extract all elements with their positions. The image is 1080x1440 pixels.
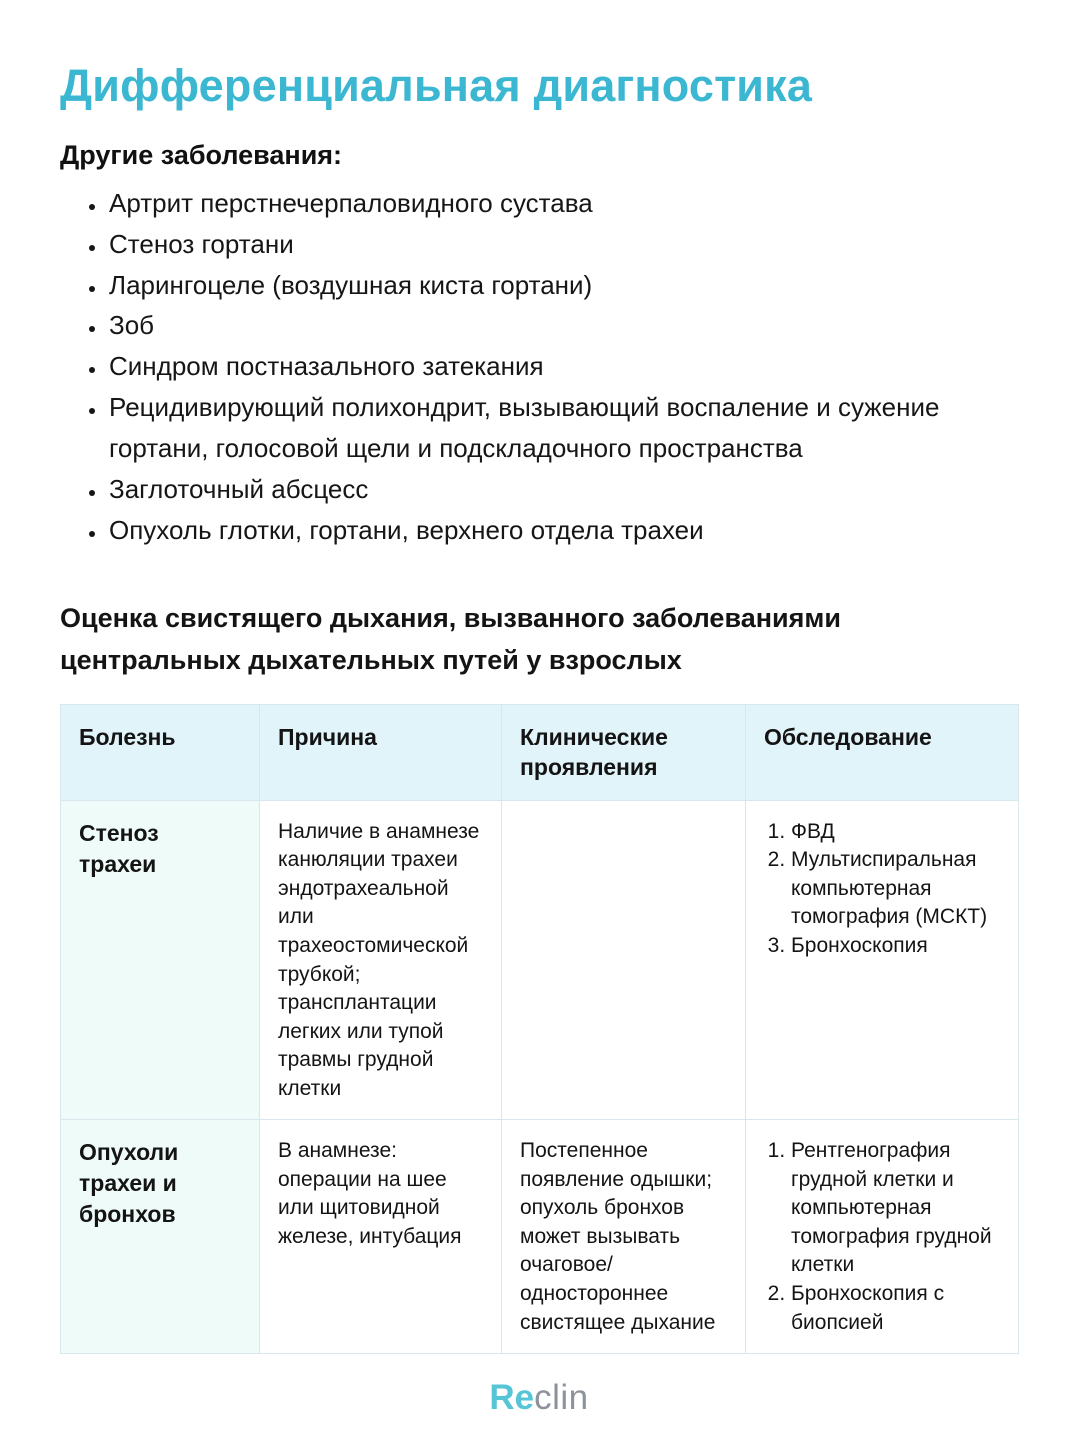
cell-examination: [746, 1120, 1019, 1354]
table-header: [61, 705, 1019, 801]
column-header-manifestations: Клинические проявления: [502, 705, 746, 801]
column-header-cause: Причина: [260, 705, 502, 801]
reclin-logo: [489, 1378, 588, 1417]
other-diseases-list: [60, 183, 1018, 550]
examination-item: 2. Мультиспиральная компьютерная томография (МСКТ): [791, 846, 1000, 932]
cell-manifestations: [502, 800, 746, 1119]
disease-list-item: • Артрит перстнечерпаловидного сустава: [107, 183, 1018, 224]
cell-disease: Опухоли трахеи и бронхов: [61, 1120, 260, 1354]
assessment-table: [60, 704, 1019, 1354]
logo-clin-text: clin: [534, 1378, 589, 1418]
disease-list-item: • Стеноз гортани: [107, 224, 1018, 265]
column-header-examination: Обследование: [746, 705, 1019, 801]
cell-manifestations: Постепенное появление одышки; опухоль бронхов может вызывать очаговое/ одностороннее свистящее дыхание: [502, 1120, 746, 1354]
disease-list-item: • Опухоль глотки, гортани, верхнего отдела трахеи: [107, 510, 1018, 551]
table-row: [61, 800, 1019, 1119]
table-header-row: [61, 705, 1019, 801]
examination-item: 3. Бронхоскопия: [791, 932, 1000, 961]
table-body: [61, 800, 1019, 1353]
column-header-disease: Болезнь: [61, 705, 260, 801]
other-diseases-heading: Другие заболевания:: [60, 140, 343, 170]
disease-list-item: • Зоб: [107, 305, 1018, 346]
footer: [60, 1354, 1018, 1440]
disease-list-item: • Ларингоцеле (воздушная киста гортани): [107, 265, 1018, 306]
cell-examination: [746, 800, 1019, 1119]
table-row: [61, 1120, 1019, 1354]
cell-cause: Наличие в анамнезе канюляции трахеи эндотрахеальной или трахеостомической трубкой; трансплантации легких или тупой травмы грудной клетки: [260, 800, 502, 1119]
logo-re-text: Re: [489, 1378, 535, 1418]
assessment-heading: Оценка свистящего дыхания, вызванного заболеваниями центральных дыхательных путей у взрослых: [60, 603, 841, 676]
page-title: Дифференциальная диагностика: [60, 60, 813, 111]
other-diseases-section: [60, 140, 1018, 550]
cell-cause: В анамнезе: операции на шее или щитовидной железе, интубация: [260, 1120, 502, 1354]
assessment-section: [60, 550, 1018, 1354]
examination-list: [764, 818, 1000, 961]
cell-disease: Стеноз трахеи: [61, 800, 260, 1119]
examination-list: [764, 1137, 1000, 1337]
examination-item: 1. Рентгенография грудной клетки и компьютерная томография грудной клетки: [791, 1137, 1000, 1280]
disease-list-item: • Синдром постназального затекания: [107, 346, 1018, 387]
disease-list-item: • Рецидивирующий полихондрит, вызывающий воспаление и сужение гортани, голосовой щели и подскладочного пространства: [107, 387, 1018, 469]
examination-item: 1. ФВД: [791, 818, 1000, 847]
examination-item: 2. Бронхоскопия с биопсией: [791, 1280, 1000, 1337]
disease-list-item: • Заглоточный абсцесс: [107, 469, 1018, 510]
